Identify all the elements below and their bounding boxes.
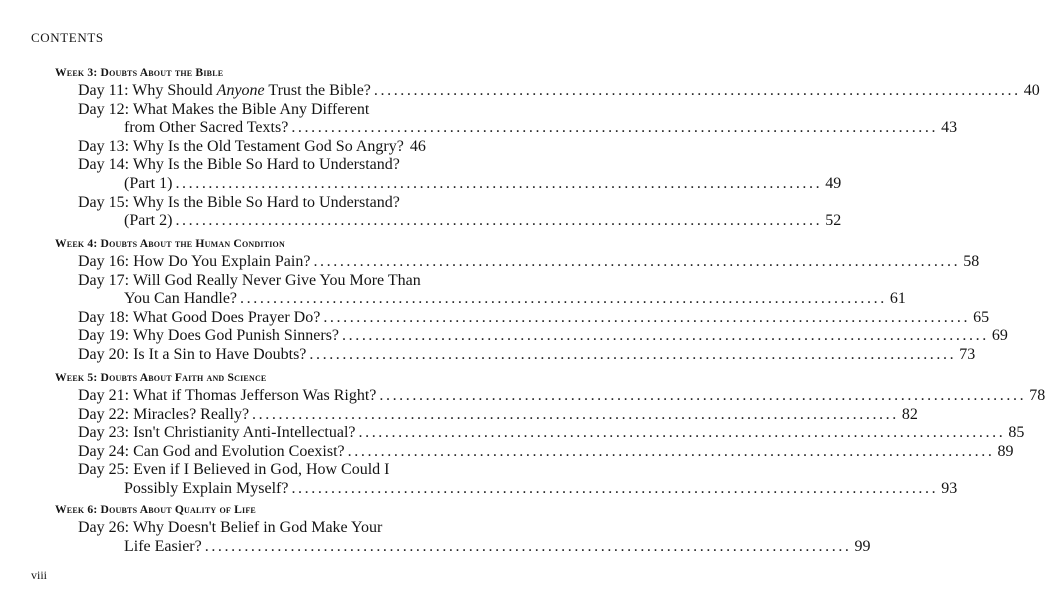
toc-entry-day-13[interactable]: Day 13: Why Is the Old Testament God So Angry? 46 (78, 137, 426, 155)
dot-leader: .................................................................................................. (358, 424, 1006, 442)
dot-leader: .................................................................................................. (175, 212, 823, 230)
dot-leader: .................................................................................................. (291, 479, 939, 497)
toc-entry-day-19[interactable]: Day 19: Why Does God Punish Sinners? .................................................................................................. 69 (78, 327, 1008, 345)
dot-leader: .................................................................................................. (252, 405, 899, 423)
week-3-section (55, 64, 1040, 231)
page-number: 61 (889, 290, 906, 308)
week-title: Week 3: Doubts About the Bible (55, 66, 224, 79)
week-title: Week 6: Doubts About Quality of Life (55, 503, 256, 516)
dot-leader: .................................................................................................. (240, 290, 887, 308)
toc-entry-day-23[interactable]: Day 23: Isn't Christianity Anti-Intellectual? .................................................................................................. 85 (78, 424, 1025, 442)
page-number: 85 (1008, 424, 1025, 442)
dot-leader: .................................................................................................. (313, 253, 961, 270)
toc-entry-day-12-cont: from Other Sacred Texts? .................................................................................................. 43 (124, 119, 958, 137)
page-number: 46 (409, 137, 426, 155)
toc-entry-day-26[interactable]: Day 26: Why Doesn't Belief in God Make Your (78, 519, 383, 536)
dot-leader: .................................................................................................. (291, 119, 939, 137)
dot-leader: .................................................................................................. (379, 387, 1027, 404)
entry-text: Day 11: Why Should Anyone Trust the Bible? (78, 82, 371, 99)
week-5-section (55, 369, 1045, 499)
toc-entry-day-25[interactable]: Day 25: Even if I Believed in God, How Could I (78, 461, 390, 479)
dot-leader: .................................................................................................. (309, 345, 957, 363)
toc-entry-day-24[interactable]: Day 24: Can God and Evolution Coexist? .................................................................................................. 89 (78, 442, 1014, 460)
week-4-section (55, 235, 1008, 365)
toc-entry-day-14[interactable]: Day 14: Why Is the Bible So Hard to Understand? (78, 156, 400, 174)
page-number: 58 (963, 253, 980, 270)
toc-entry-day-25-cont: Possibly Explain Myself? .................................................................................................. 93 (124, 479, 958, 497)
dot-leader: .................................................................................................. (175, 174, 823, 192)
page-number: 89 (997, 442, 1014, 460)
week-title: Week 4: Doubts About the Human Condition (55, 237, 285, 250)
page-number: 93 (941, 479, 958, 497)
page-number: 78 (1029, 387, 1045, 404)
toc-entry-day-18[interactable]: Day 18: What Good Does Prayer Do? .................................................................................................. 65 (78, 308, 990, 326)
week-title: Week 5: Doubts About Faith and Science (55, 371, 267, 384)
dot-leader: .................................................................................................. (373, 82, 1021, 99)
page-folio: viii (31, 568, 48, 582)
toc-entry-day-12[interactable]: Day 12: What Makes the Bible Any Different (78, 100, 370, 118)
toc-entry-day-21[interactable]: Day 21: What if Thomas Jefferson Was Right? .................................................................................................. 78 (78, 387, 1045, 404)
dot-leader: .................................................................................................. (342, 327, 989, 345)
page-number: 43 (941, 119, 958, 137)
toc-entry-day-17-cont: You Can Handle? .................................................................................................. 61 (124, 290, 906, 308)
toc-entry-day-15-cont: (Part 2) .................................................................................................. 52 (124, 212, 842, 230)
toc-entry-day-14-cont: (Part 1) .................................................................................................. 49 (124, 174, 842, 192)
dot-leader: .................................................................................................. (204, 537, 852, 555)
toc-entry-day-16[interactable]: Day 16: How Do You Explain Pain? .................................................................................................. 58 (78, 253, 980, 270)
page-number: 73 (959, 345, 976, 363)
contents-header: CONTENTS (31, 30, 104, 45)
dot-leader: .................................................................................................. (347, 442, 995, 460)
week-6-section (55, 501, 871, 556)
toc-entry-day-22[interactable]: Day 22: Miracles? Really? .................................................................................................. 82 (78, 405, 918, 423)
toc-entry-day-20[interactable]: Day 20: Is It a Sin to Have Doubts? .................................................................................................. 73 (78, 345, 976, 363)
toc-entry-day-26-cont: Life Easier? .................................................................................................. 99 (124, 537, 871, 555)
toc-entry-day-17[interactable]: Day 17: Will God Really Never Give You More Than (78, 271, 421, 289)
page-number: 65 (973, 308, 990, 326)
page-number: 99 (854, 537, 871, 555)
toc-entry-day-11[interactable] (55, 82, 1040, 101)
page-number: 52 (825, 212, 842, 230)
page-number: 49 (825, 174, 842, 192)
toc-entry-day-15[interactable]: Day 15: Why Is the Bible So Hard to Understand? (78, 193, 400, 211)
page-number: 40 (1023, 82, 1040, 99)
dot-leader: .................................................................................................. (323, 308, 971, 326)
page-number: 82 (901, 405, 918, 423)
page-number: 69 (991, 327, 1008, 345)
